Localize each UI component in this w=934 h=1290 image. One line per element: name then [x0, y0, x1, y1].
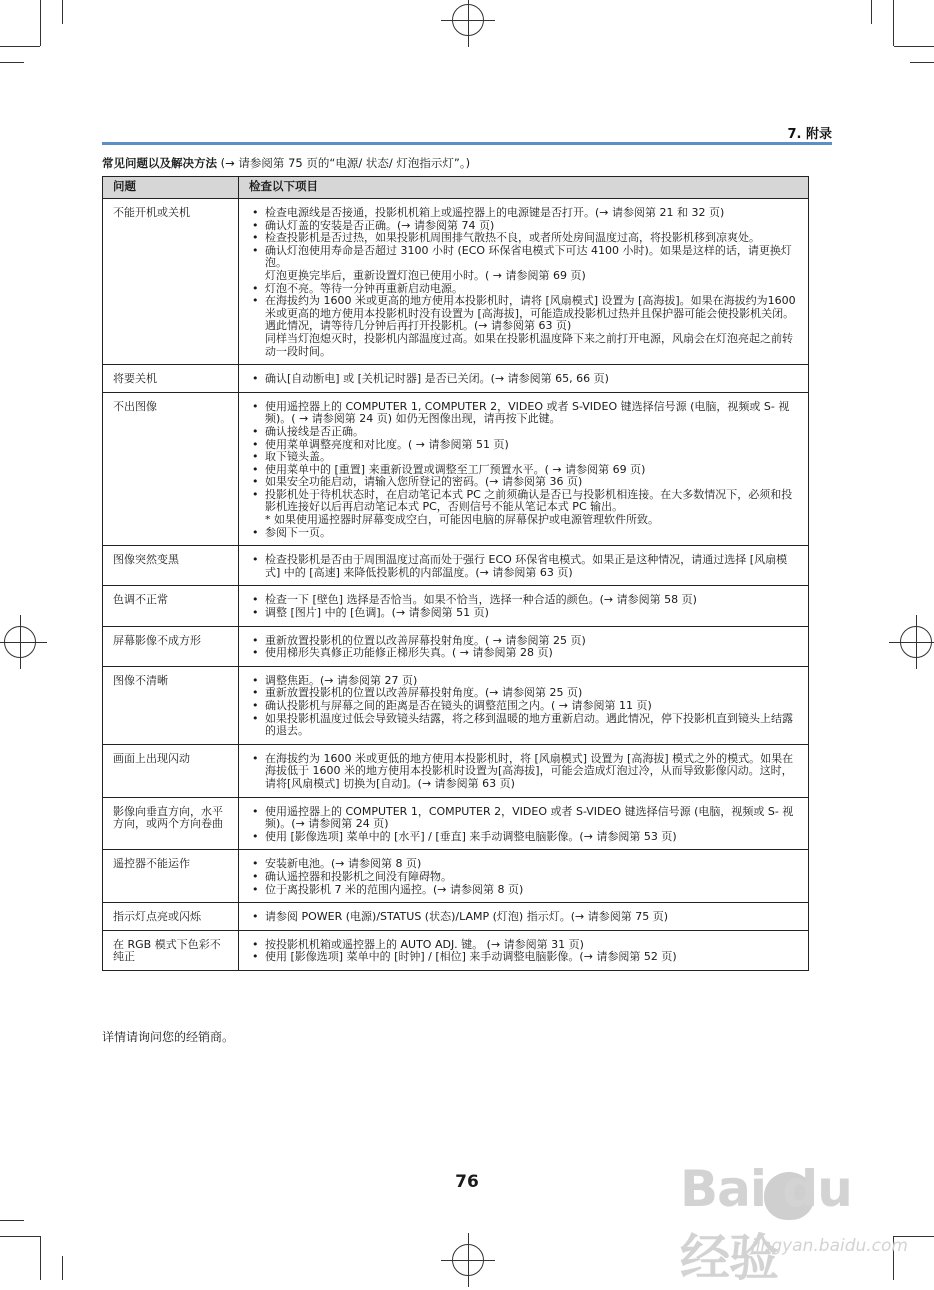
table-row	[103, 626, 809, 666]
list-item: • 使用 [影像选项] 菜单中的 [水平] / [垂直] 来手动调整电脑影像。(→ 请参阅第 53 页)	[249, 831, 802, 844]
list-item: • 使用梯形失真修正功能修正梯形失真。( → 请参阅第 28 页)	[249, 647, 802, 660]
check-list	[249, 635, 802, 660]
crop-mark	[40, 1236, 41, 1280]
intro-title: 常见问题以及解决方法	[102, 156, 217, 170]
list-item: • 参阅下一页。	[249, 527, 802, 540]
problem-cell: 不能开机或关机	[103, 199, 239, 365]
list-item: • 使用菜单中的 [重置] 来重新设置或调整至工厂预置水平。( → 请参阅第 69 页)	[249, 464, 802, 477]
list-item: • 确认接线是否正确。	[249, 426, 802, 439]
crop-mark	[0, 1220, 24, 1221]
table-row	[103, 850, 809, 903]
list-item: • 按投影机机箱或遥控器上的 AUTO ADJ. 键。 (→ 请参阅第 31 页)	[249, 939, 802, 952]
registration-mark	[452, 4, 484, 36]
list-item: • 灯泡不亮。等待一分钟再重新启动电源。	[249, 283, 802, 296]
table-row	[103, 797, 809, 850]
check-list	[249, 806, 802, 844]
list-item: • 请参阅 POWER (电源)/STATUS (状态)/LAMP (灯泡) 指示灯。(→ 请参阅第 75 页)	[249, 911, 802, 924]
crop-mark	[871, 0, 872, 24]
problem-cell: 在 RGB 模式下色彩不纯正	[103, 930, 239, 970]
watermark-url: jingyan.baidu.com	[751, 1236, 908, 1256]
check-cell	[239, 744, 809, 797]
table-row	[103, 666, 809, 744]
registration-mark	[900, 626, 932, 658]
check-list	[249, 911, 802, 924]
header-problem: 问题	[103, 177, 239, 199]
crop-mark	[62, 1256, 63, 1280]
check-cell	[239, 850, 809, 903]
header-check: 检查以下项目	[239, 177, 809, 199]
list-item: • 在海拔约为 1600 米或更高的地方使用本投影机时，请将 [风扇模式] 设置为 [高海拔]。如果在海拔约为1600 米或更高的地方使用本投影机时没有设置为 [高海拔]，可能造成投影机过热并且保护器可能会使投影机关闭。遇此情况，请等待几分钟后再打开投影机。(→ 请参阅第 63 页) 同样当灯泡熄灭时，投影机内部温度过高。如果在投影机温度降下来之前打开电源，风扇会在灯泡亮起之前转动一段时间。	[249, 295, 802, 358]
crop-mark	[894, 46, 934, 47]
list-item: • 检查投影机是否由于周围温度过高而处于强行 ECO 环保省电模式。如果正是这种情况，请通过选择 [风扇模式] 中的 [高速] 来降低投影机的内部温度。(→ 请参阅第 63 页)	[249, 554, 802, 579]
table-row	[103, 903, 809, 931]
intro-reference: (→ 请参阅第 75 页的“电源/ 状态/ 灯泡指示灯”。)	[217, 156, 471, 170]
check-list	[249, 939, 802, 964]
check-cell	[239, 930, 809, 970]
watermark-logo: Bai du 经验	[680, 1160, 852, 1287]
troubleshooting-table	[102, 176, 809, 971]
list-item: • 确认遥控器和投影机之间没有障碍物。	[249, 871, 802, 884]
registration-mark	[4, 626, 36, 658]
list-item: • 检查电源线是否接通，投影机机箱上或遥控器上的电源键是否打开。(→ 请参阅第 21 和 32 页)	[249, 207, 802, 220]
check-list	[249, 373, 802, 386]
list-item: • 在海拔约为 1600 米或更低的地方使用本投影机时，将 [风扇模式] 设置为 [高海拔] 模式之外的模式。如果在海拔低于 1600 米的地方使用本投影机时设置为[高海拔]，可能会造成灯泡过冷，从而导致影像闪动。这时，请将[风扇模式] 切换为[自动]。(→ 请参阅第 63 页)	[249, 753, 802, 791]
list-item: • 位于离投影机 7 米的范围内遥控。(→ 请参阅第 8 页)	[249, 884, 802, 897]
list-item: • 确认投影机与屏幕之间的距离是否在镜头的调整范围之内。( → 请参阅第 11 页)	[249, 700, 802, 713]
check-list	[249, 207, 802, 358]
crop-mark	[40, 0, 41, 46]
check-list	[249, 675, 802, 738]
problem-cell: 不出图像	[103, 392, 239, 546]
check-list	[249, 401, 802, 540]
problem-cell: 色调不正常	[103, 586, 239, 626]
check-list	[249, 594, 802, 619]
list-item: • 使用遥控器上的 COMPUTER 1，COMPUTER 2，VIDEO 或者 S-VIDEO 键选择信号源 (电脑，视频或 S- 视频)。(→ 请参阅第 24 页)	[249, 806, 802, 831]
list-item: • 使用 [影像选项] 菜单中的 [时钟] / [相位] 来手动调整电脑影像。(→ 请参阅第 52 页)	[249, 951, 802, 964]
table-row	[103, 744, 809, 797]
check-cell	[239, 797, 809, 850]
crop-mark	[0, 1236, 40, 1237]
table-row	[103, 586, 809, 626]
table-body	[103, 199, 809, 971]
intro-line	[102, 155, 832, 171]
problem-cell: 画面上出现闪动	[103, 744, 239, 797]
crop-mark	[0, 46, 40, 47]
table-header-row	[103, 177, 809, 199]
registration-mark	[452, 1244, 484, 1276]
table-row	[103, 930, 809, 970]
list-item: • 投影机处于待机状态时，在启动笔记本式 PC 之前须确认是否已与投影机相连接。在大多数情况下，必须和投影机连接好以后再启动笔记本式 PC，否则信号不能从笔记本式 PC 输出。 * 如果使用遥控器时屏幕变成空白，可能因电脑的屏幕保护或电源管理软件所致。	[249, 489, 802, 527]
problem-cell: 影像向垂直方向，水平方向，或两个方向卷曲	[103, 797, 239, 850]
list-item: • 检查投影机是否过热，如果投影机周围排气散热不良，或者所处房间温度过高，将投影机移到凉爽处。	[249, 232, 802, 245]
list-item: • 调整焦距。(→ 请参阅第 27 页)	[249, 675, 802, 688]
list-item: • 重新放置投影机的位置以改善屏幕投射角度。( → 请参阅第 25 页)	[249, 635, 802, 648]
table-row	[103, 199, 809, 365]
list-item: • 如果投影机温度过低会导致镜头结露，将之移到温暖的地方重新启动。遇此情况，停下投影机直到镜头上结露的退去。	[249, 713, 802, 738]
problem-cell: 指示灯点亮或闪烁	[103, 903, 239, 931]
check-cell	[239, 626, 809, 666]
check-cell	[239, 199, 809, 365]
list-item: • 安装新电池。(→ 请参阅第 8 页)	[249, 858, 802, 871]
crop-mark	[893, 0, 894, 46]
check-cell	[239, 586, 809, 626]
check-list	[249, 753, 802, 791]
problem-cell: 屏幕影像不成方形	[103, 626, 239, 666]
section-title: 7. 附录	[787, 127, 832, 142]
crop-mark	[0, 62, 24, 63]
list-item: • 如果安全功能启动，请输入您所登记的密码。(→ 请参阅第 36 页)	[249, 476, 802, 489]
list-item: • 使用菜单调整亮度和对比度。( → 请参阅第 51 页)	[249, 439, 802, 452]
list-item: • 使用遥控器上的 COMPUTER 1, COMPUTER 2，VIDEO 或者 S-VIDEO 键选择信号源 (电脑，视频或 S- 视频)。( → 请参阅第 24 页) 如仍无图像出现，请再按下此键。	[249, 401, 802, 426]
list-item: • 确认灯泡使用寿命是否超过 3100 小时 (ECO 环保省电模式下可达 4100 小时)。如果是这样的话，请更换灯泡。 灯泡更换完毕后，重新设置灯泡已使用小时。( → 请参阅第 69 页)	[249, 245, 802, 283]
page-number: 76	[455, 1172, 479, 1192]
check-cell	[239, 903, 809, 931]
list-item: • 检查一下 [壁色] 选择是否恰当。如果不恰当，选择一种合适的颜色。(→ 请参阅第 58 页)	[249, 594, 802, 607]
table-row	[103, 392, 809, 546]
check-cell	[239, 392, 809, 546]
list-item: • 调整 [图片] 中的 [色调]。(→ 请参阅第 51 页)	[249, 607, 802, 620]
list-item: • 重新放置投影机的位置以改善屏幕投射角度。(→ 请参阅第 25 页)	[249, 687, 802, 700]
check-cell	[239, 546, 809, 586]
list-item: • 确认[自动断电] 或 [关机记时器] 是否已关闭。(→ 请参阅第 65, 66 页)	[249, 373, 802, 386]
problem-cell: 遥控器不能运作	[103, 850, 239, 903]
watermark	[680, 1140, 920, 1287]
check-cell	[239, 365, 809, 393]
crop-mark	[62, 0, 63, 24]
problem-cell: 图像突然变黑	[103, 546, 239, 586]
problem-cell: 图像不清晰	[103, 666, 239, 744]
list-item: • 确认灯盖的安装是否正确。(→ 请参阅第 74 页)	[249, 220, 802, 233]
table-row	[103, 365, 809, 393]
footer-note: 详情请询问您的经销商。	[102, 1030, 235, 1044]
header-rule	[102, 142, 832, 145]
list-item: • 取下镜头盖。	[249, 451, 802, 464]
table-row	[103, 546, 809, 586]
problem-cell: 将要关机	[103, 365, 239, 393]
check-list	[249, 554, 802, 579]
check-cell	[239, 666, 809, 744]
crop-mark	[910, 62, 934, 63]
check-list	[249, 858, 802, 896]
